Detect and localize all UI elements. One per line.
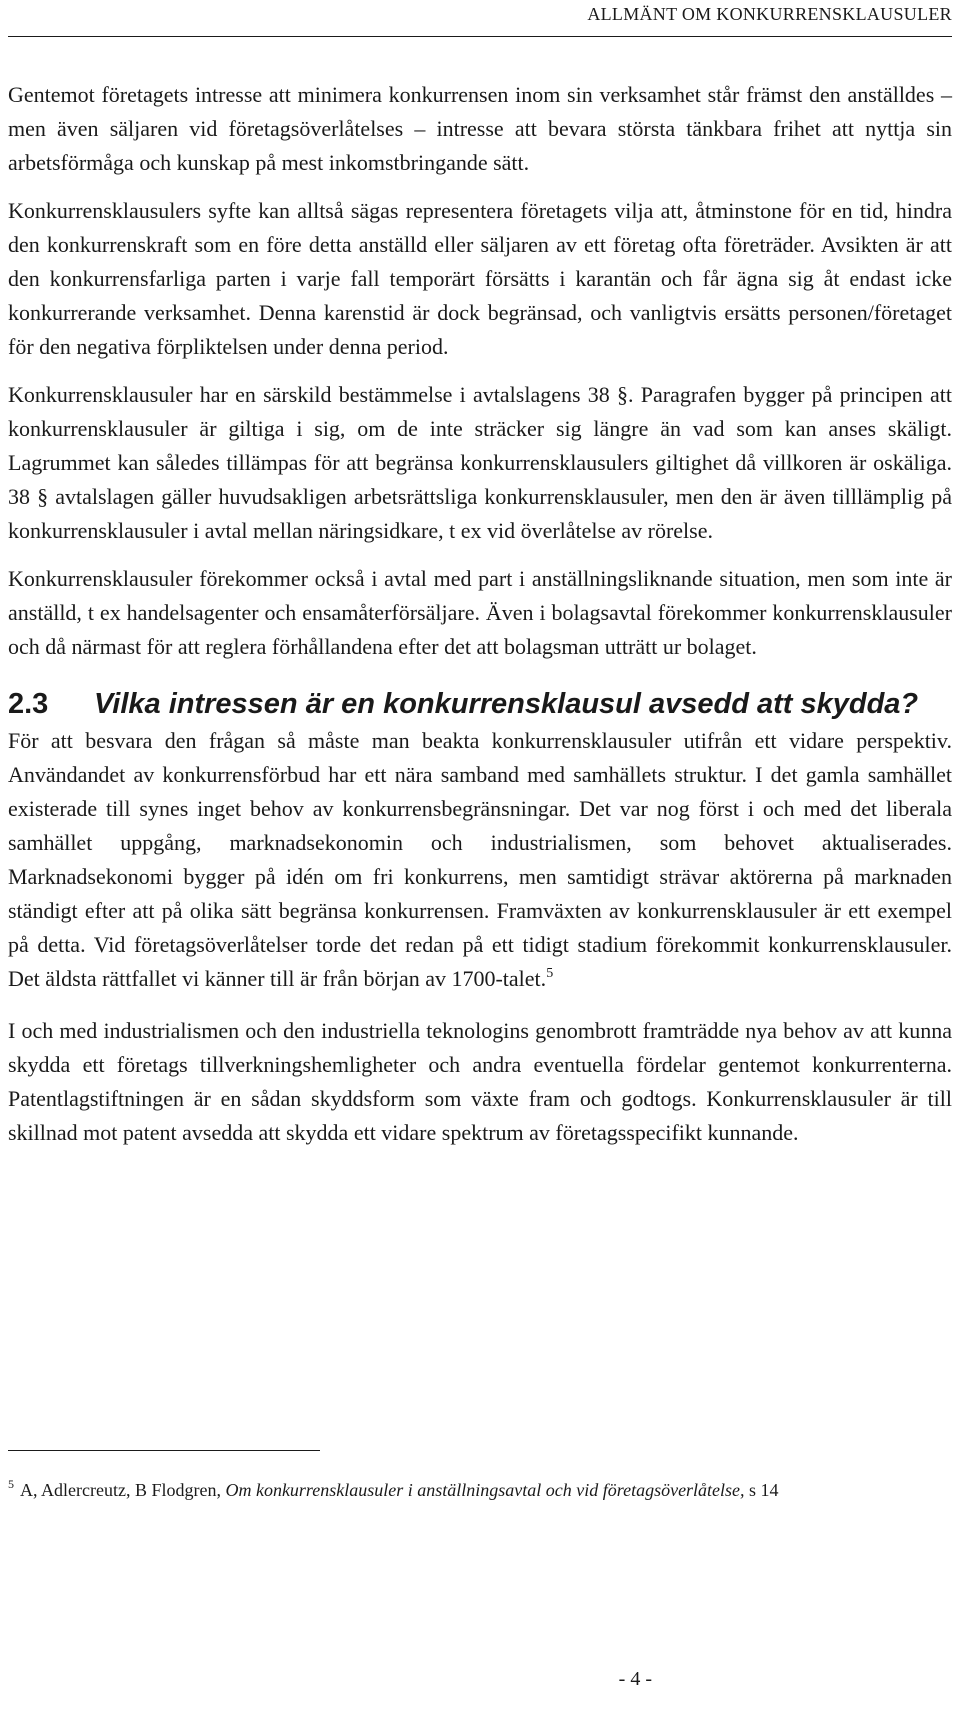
- section-number: 2.3: [8, 688, 49, 720]
- footnote-title: Om konkurrensklausuler i anställningsavtal och vid företagsöverlåtelse,: [225, 1480, 745, 1500]
- paragraph-legal-basis: Konkurrensklausuler har en särskild bestämmelse i avtalslagens 38 §. Paragrafen bygger på principen att konkurrensklausuler är giltiga i sig, om de inte sträcker sig längre än vad som kan anses skäligt. Lagrummet kan således tillämpas för att begränsa konkurrensklausulers giltighet då villkoren är oskäliga. 38 § avtalslagen gäller huvudsakligen arbetsrättsliga konkurrensklausuler, men den är även tilllämplig på konkurrensklausuler i avtal mellan näringsidkare, t ex vid överlåtelse av rörelse.: [8, 382, 952, 543]
- footnote-separator: [8, 1450, 320, 1451]
- header-rule: [8, 36, 952, 37]
- footnote: [8, 1476, 932, 1505]
- page-number: - 4 -: [618, 1668, 652, 1690]
- paragraph-history: [8, 724, 952, 996]
- footnote-reference[interactable]: 5: [546, 966, 554, 981]
- section-heading: [8, 686, 952, 722]
- paragraph-purpose: Konkurrensklausulers syfte kan alltså sägas representera företagets vilja att, åtminstone för en tid, hindra den konkurrenskraft som en före detta anställd eller säljaren av ett företag ofta företräder. Avsikten är att den konkurrensfarliga parten i varje fall temporärt försätts i karantän och får ägna sig åt endast icke konkurrerande verksamhet. Denna karenstid är dock begränsad, och vanligtvis ersätts personen/företaget för den negativa förpliktelsen under denna period.: [8, 198, 952, 359]
- running-header: ALLMÄNT OM KONKURRENSKLAUSULER: [587, 4, 952, 24]
- footnote-pages: s 14: [749, 1480, 779, 1500]
- paragraph-industrialism: I och med industrialismen och den industriella teknologins genombrott framträdde nya behov av att kunna skydda ett företags tillverkningshemligheter och andra eventuella fördelar gentemot konkurrenterna. Patentlagstiftningen är en sådan skyddsform som växte fram och godtogs. Konkurrensklausuler är till skillnad mot patent avsedda att skydda ett vidare spektrum av företagsspecifikt kunnande.: [8, 1018, 952, 1145]
- paragraph-other-contexts: Konkurrensklausuler förekommer också i avtal med part i anställningsliknande situation, men som inte är anställd, t ex handelsagenter och ensamåterförsäljare. Även i bolagsavtal förekommer konkurrensklausuler och då närmast för att reglera förhållandena efter det att bolagsman utträtt ur bolaget.: [8, 566, 952, 659]
- body-text: [8, 78, 952, 1150]
- section-title: Vilka intressen är en konkurrensklausul avsedd att skydda?: [94, 688, 919, 720]
- footnote-authors: A, Adlercreutz, B Flodgren,: [20, 1480, 221, 1500]
- paragraph-intro: Gentemot företagets intresse att minimera konkurrensen inom sin verksamhet står främst den anställdes – men även säljaren vid företagsöverlåtelses – intresse att bevara största tänkbara frihet att nyttja sin arbetsförmåga och kunskap på mest inkomstbringande sätt.: [8, 82, 952, 175]
- document-page: [8, 0, 952, 1713]
- paragraph-history-text: För att besvara den frågan så måste man beakta konkurrensklausuler utifrån ett vidare perspektiv. Användandet av konkurrensförbud har ett nära samband med samhällets struktur. I det gamla samhället existerade till synes inget behov av konkurrensbegränsningar. Det var nog först i och med det liberala samhället uppgång, marknadsekonomin och industrialismen, som behovet aktualiserades. Marknadsekonomi bygger på idén om fri konkurrens, men samtidigt strävar aktörerna på marknaden ständigt efter att på olika sätt begränsa konkurrensen. Framväxten av konkurrensklausuler är ett exempel på detta. Vid företagsöverlåtelser torde det redan på ett tidigt stadium förekommit konkurrensklausuler. Det äldsta rättfallet vi känner till är från början av 1700-talet.: [8, 728, 952, 991]
- footnote-number: 5: [8, 1477, 14, 1491]
